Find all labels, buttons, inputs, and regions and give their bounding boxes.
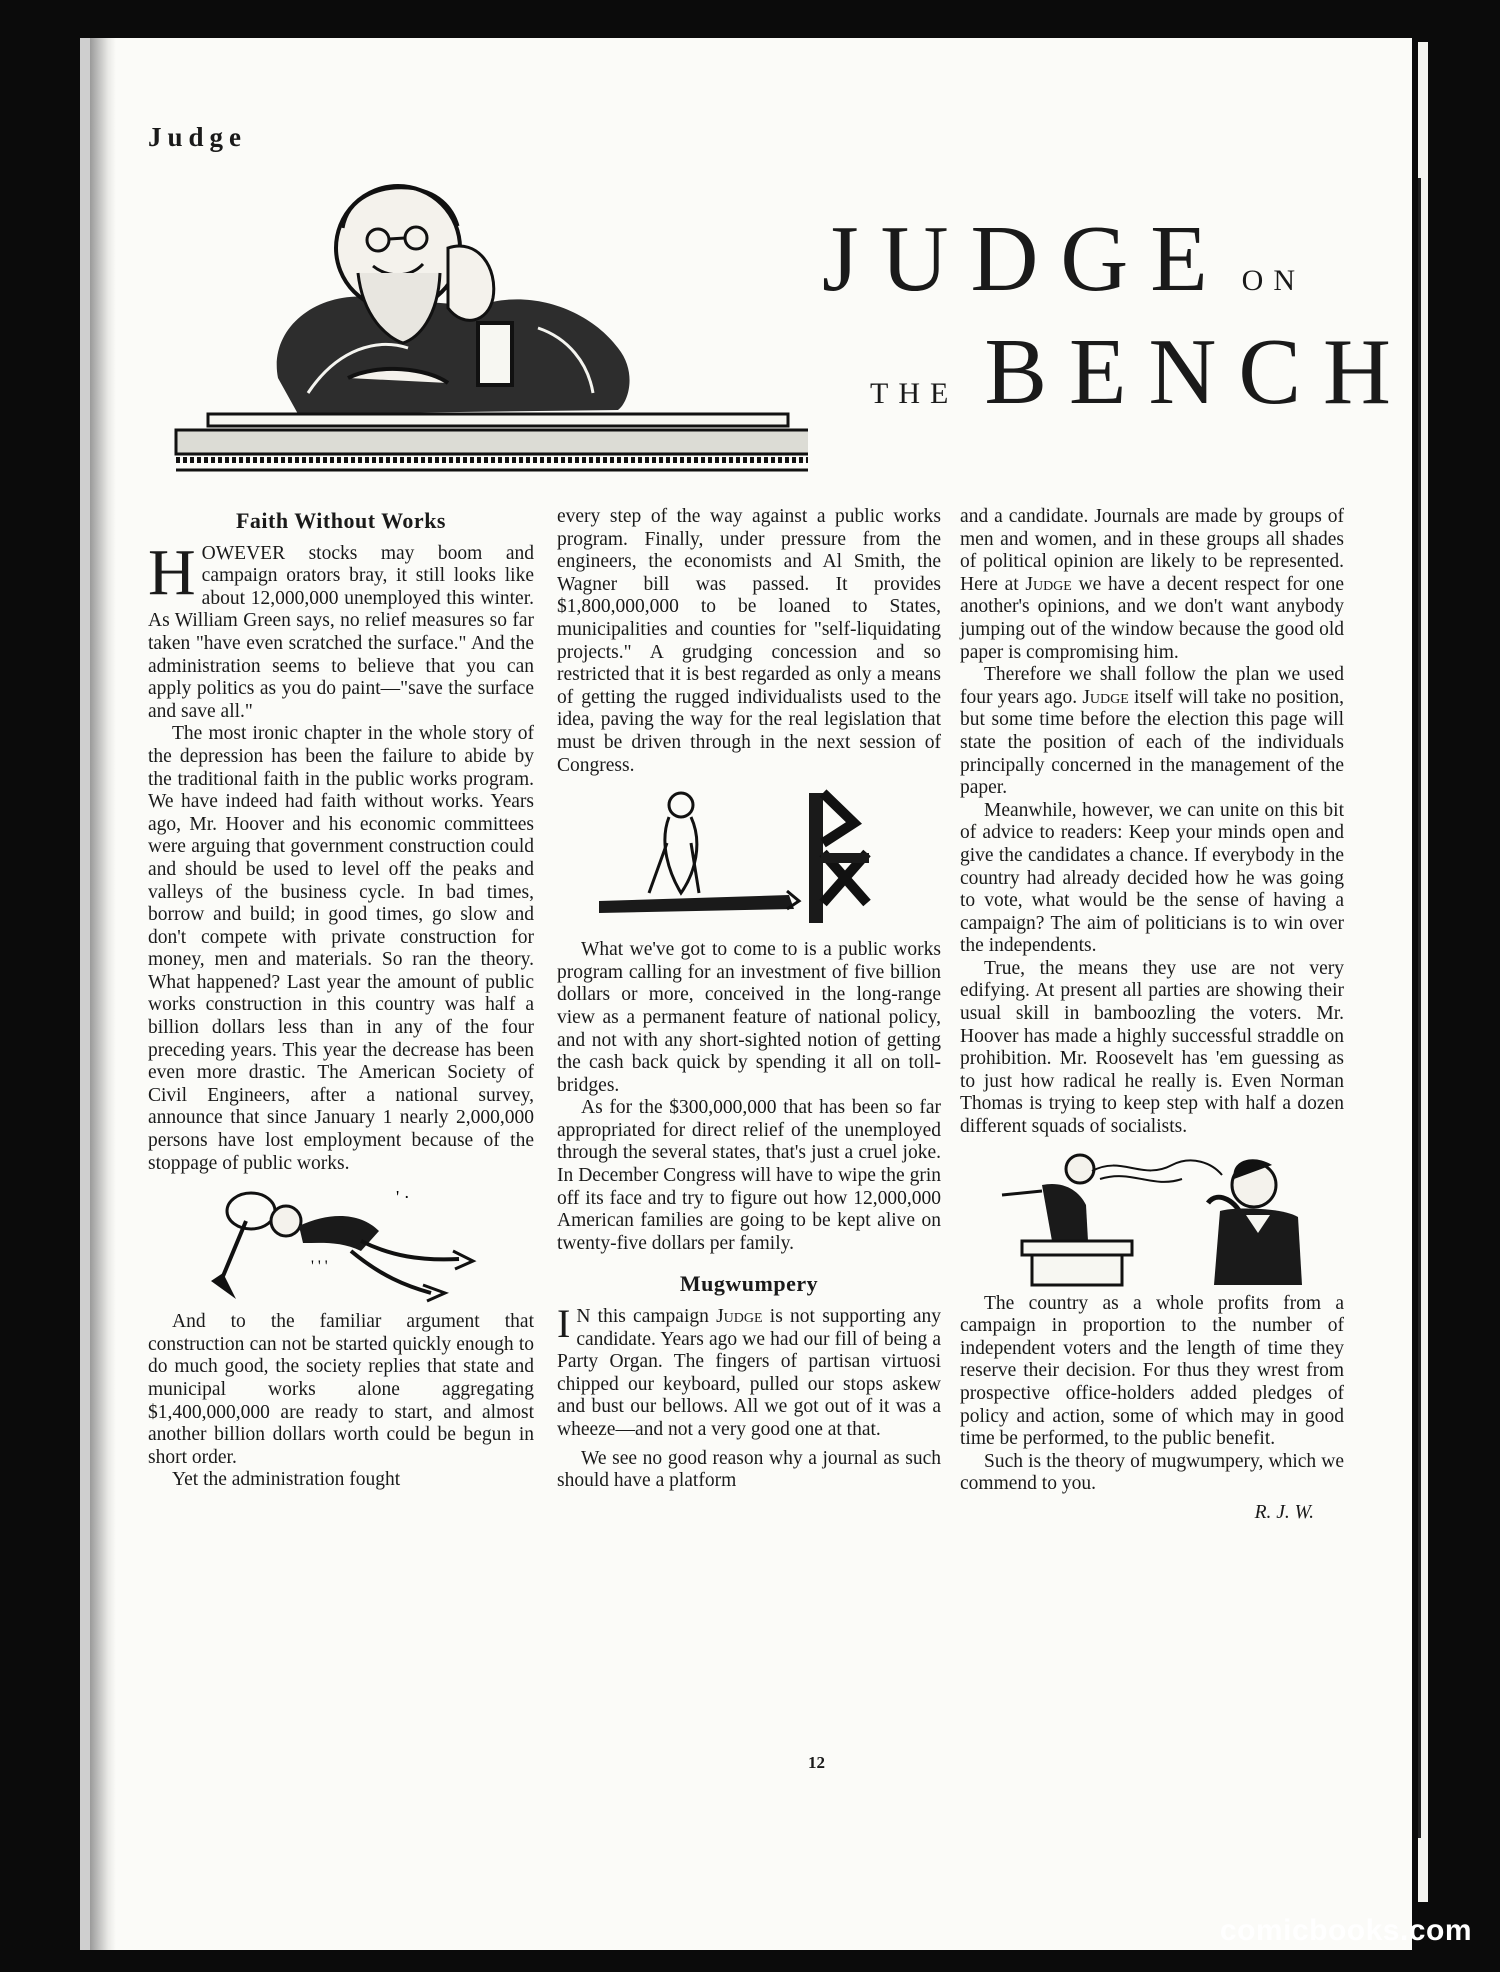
author-signature: R. J. W. (1254, 1501, 1314, 1523)
orator-and-listener-cartoon (982, 1145, 1322, 1287)
drop-cap-i: I (557, 1301, 571, 1347)
section2-paragraph-6: The country as a whole profits from a campaign in proportion to the number of independent voters and the length of time they reserve their decision. For thus they wrest from prospective office-holders added pledges of policy and action, some of which may in good time be performed, to the public benefit. (960, 1292, 1344, 1450)
section2-paragraph-4: Meanwhile, however, we can unite on this bit of advice to readers: Keep your minds open and give the candidates a chance. If everybody in the country had already decided how he was going to vote, what would be the sense of having a campaign? The aim of politicians is to win over the independents. (960, 799, 1344, 957)
section2-paragraph-2-continued: and a candidate. Journals are made by groups of men and women, and in these groups all shades of political opinion are likely to be represented. Here at Judge we have a decent respect for one another's opinions, and we don't want anybody jumping out of the window because the good old paper is compromising him. (960, 506, 1344, 663)
page-number: 12 (808, 1753, 825, 1772)
section1-paragraph-3: And to the familiar argument that construction can not be started quickly enough to do much good, the society replies that state and municipal works alone aggregating $1,400,000,000 are ready to start, and almost another billion dollars worth could be begun in short order. (148, 1311, 534, 1468)
section-heading-mugwumpery: Mugwumpery (679, 1271, 819, 1297)
section2-paragraph-2: We see no good reason why a journal as such should have a platform (557, 1447, 941, 1492)
section1-paragraph-6: As for the $300,000,000 that has been so far appropriated for direct relief of the unemployed through the several states, that's just a cruel joke. In December Congress will have to wipe the grin off its face and try to figure out how 12,000,000 American families are going to be kept alive on twenty-five dollars per family. (557, 1097, 941, 1254)
title-word-bench: BENCH (984, 320, 1413, 424)
column-2 (557, 506, 941, 1493)
title-word-judge: JUDGE (822, 207, 1230, 311)
next-page-edge (1412, 38, 1452, 1950)
watermark: comicbooks.com (1219, 1914, 1472, 1947)
section2-paragraph-1: I N this campaign Judge is not supporting any candidate. Years ago we had our fill of being a Party Organ. The fingers of partisan virtuosi chipped our keyboard, pulled our stops askew and bust our bellows. All we got out of it was a wheeze—and not a very good one at that. (557, 1301, 941, 1440)
section1-paragraph-4: Yet the administration fought (172, 1469, 401, 1491)
column-1 (148, 506, 534, 1492)
title-word-the: THE (870, 377, 959, 410)
section1-paragraph-2: The most ironic chapter in the whole story of the depression has been the failure to abide by the traditional faith in the public works program. We have indeed had faith without works. Years ago, Mr. Hoover and his economic committees were arguing that government construction could and should be used to level off the peaks and valleys of the business cycle. In bad times, borrow and build; in good times, go slow and don't compete with private construction for money, men and materials. So ran the theory. What happened? Last year the amount of public works construction in this country was half a billion dollars less than in any of the four preceding years. This year the decrease has been even more drastic. The American Society of Civil Engineers, after a national survey, announce that since January 1 nearly 2,000,000 persons have lost employment because of the stoppage of public works. (148, 723, 534, 1174)
title-word-on: ON (1241, 264, 1305, 297)
section-heading-faith: Faith Without Works (235, 508, 446, 533)
page-title-line-1 (822, 205, 1331, 313)
workman-and-sawhorse-cartoon (599, 783, 899, 933)
masthead: Judge (148, 122, 248, 152)
page-title-line-2 (858, 318, 1413, 426)
sleeping-worker-cartoon (191, 1181, 491, 1305)
judge-caricature-illustration (148, 178, 808, 478)
drop-cap-h: H (148, 535, 196, 609)
section2-paragraph-3: Therefore we shall follow the plan we used four years ago. Judge itself will take no position, but some time before the election this page will state the position of each of the individuals principally concerned in the management of the paper. (960, 664, 1344, 799)
svg-text:' ·: ' · (396, 1187, 410, 1208)
section2-paragraph-5: True, the means they use are not very edifying. At present all parties are showing their usual skill in bamboozling the voters. Mr. Hoover has made a highly successful straddle on prohibition. Mr. Roosevelt has 'em guessing as to just how radical he really is. Even Norman Thomas is trying to keep step with half a dozen different squads of socialists. (960, 957, 1344, 1138)
column-3 (960, 506, 1344, 1525)
section2-paragraph-7: Such is the theory of mugwumpery, which we commend to you. (960, 1450, 1344, 1495)
section1-paragraph-5: What we've got to come to is a public works program calling for an investment of five billion dollars or more, conceived in the long-range view as a permanent feature of national policy, and not with any short-sighted notion of getting the cash back quick by spending it all on toll-bridges. (557, 939, 941, 1096)
page-gutter (90, 38, 116, 1950)
section1-paragraph-4-continued: every step of the way against a public works program. Finally, under pressure from the engineers, the economists and Al Smith, the Wagner bill was passed. It provides $1,800,000,000 to be loaned to States, municipalities and counties for "self-liquidating projects." A grudging concession and so restricted that it is best regarded as only a means of getting the rugged individualists used to the idea, paving the way for the real legislation that must be driven through in the next session of Congress. (557, 506, 941, 776)
svg-text:' ' ': ' ' ' (311, 1258, 328, 1276)
section1-paragraph-1: HOWEVER stocks may boom and campaign orators bray, it still looks like about 12,000,000 unemployed this winter. As William Green says, no relief measures so far taken "have even scratched the surface." And the administration seems to believe that you can apply politics as you do paint—"save the surface and save all." (148, 535, 534, 722)
